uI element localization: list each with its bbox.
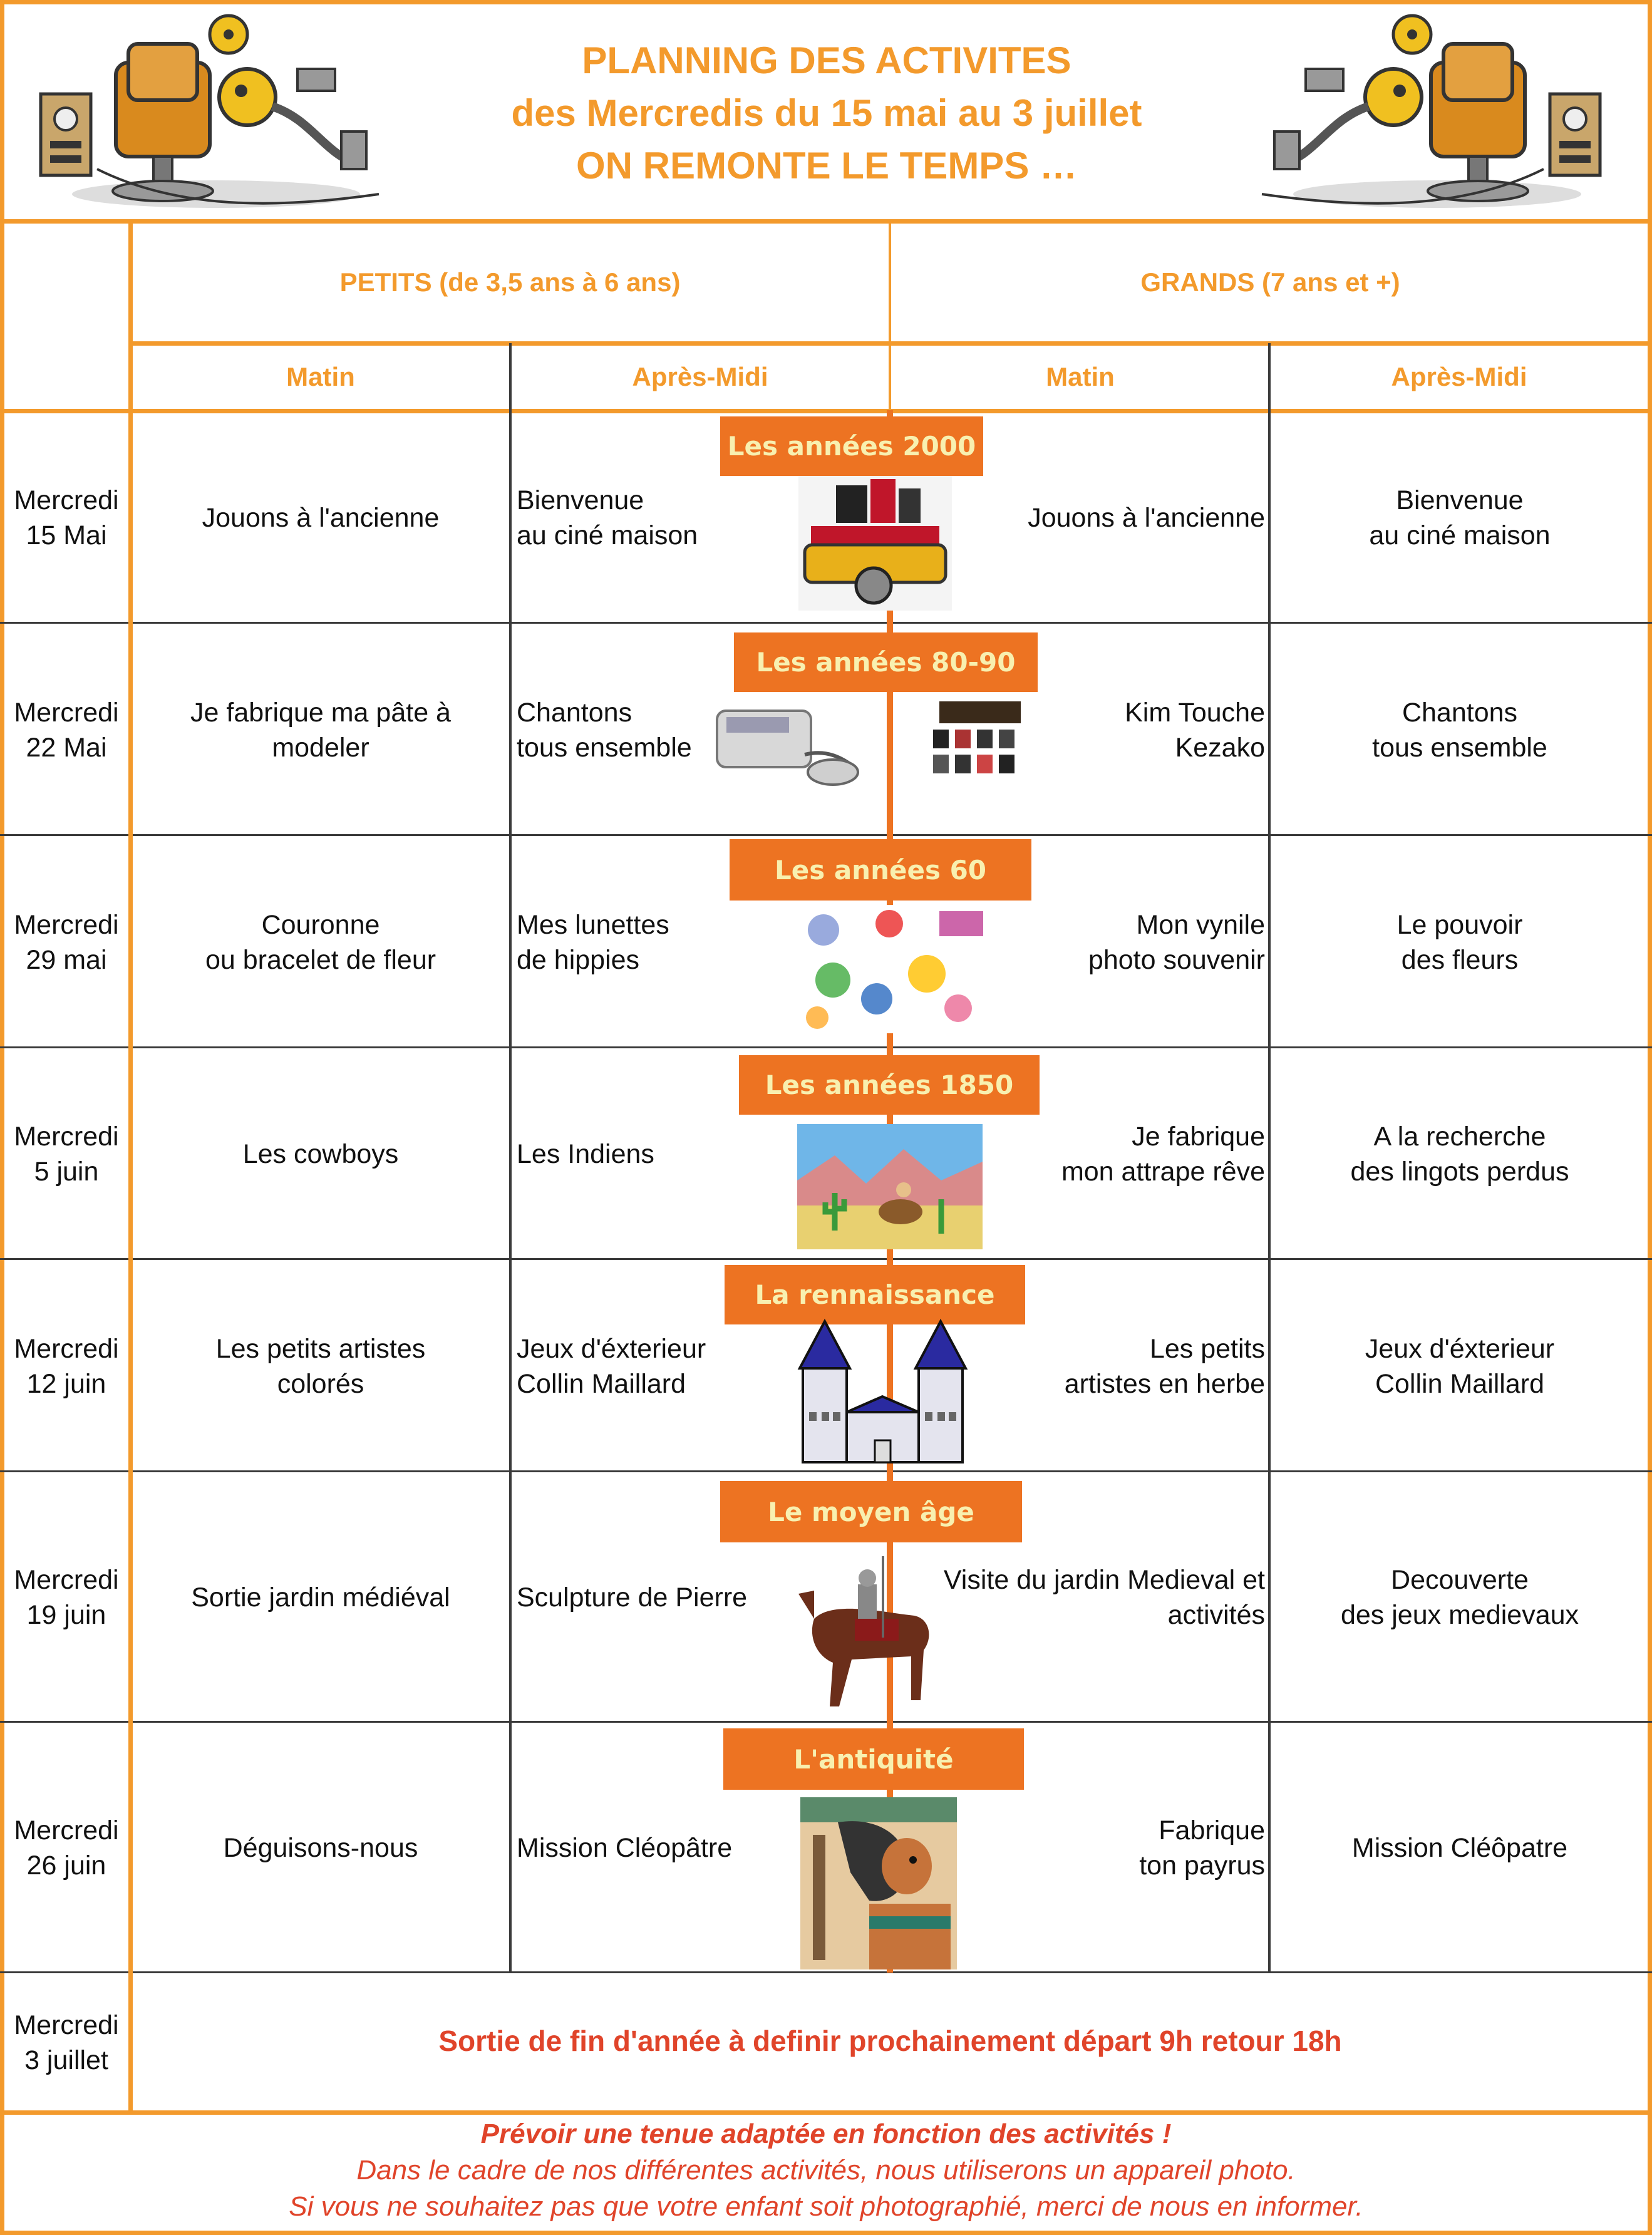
day-label: Mercredi 3 juillet [14,2010,119,2075]
grid-line [0,1470,1652,1472]
day-label: Mercredi 29 mai [14,909,119,975]
grands-apres-midi-activity: Le pouvoir des fleurs [1396,909,1523,975]
grid-line [0,219,1652,224]
footer-note-camera: Dans le cadre de nos différentes activités, nous utiliserons un appareil photo. [356,2155,1296,2186]
years-2000-logo-image [798,476,952,611]
grands-matin-activity: Les petits artistes en herbe [1064,1333,1265,1399]
era-label: La rennaissance [725,1265,1025,1324]
game-console-image [711,692,861,792]
grid-line [0,834,1652,836]
petits-matin-activity: Les petits artistes colorés [215,1333,426,1399]
time-machine-illustration-left [28,6,404,219]
petits-apres-midi-activity: Sculpture de Pierre [517,1582,748,1613]
grands-matin-activity: Jouons à l'ancienne [1028,502,1265,533]
grands-apres-midi-activity: Chantons tous ensemble [1372,697,1547,763]
petits-matin-activity: Jouons à l'ancienne [202,502,440,533]
grands-apres-midi-activity: Jeux d'éxterieur Collin Maillard [1365,1333,1555,1399]
grands-matin-activity: Kim Touche Kezako [1125,697,1265,763]
grands-apres-midi-activity: Bienvenue au ciné maison [1369,485,1551,550]
header-grands: GRANDS (7 ans et +) [1140,267,1400,297]
grid-line [132,341,1652,346]
header-grands-apres-midi: Après-Midi [1391,362,1527,391]
petits-apres-midi-activity: Mes lunettes de hippies [517,909,669,975]
page-title-line-2: des Mercredis du 15 mai au 3 juillet [511,92,1142,134]
final-outing-text: Sortie de fin d'année à definir prochainement départ 9h retour 18h [438,2025,1342,2057]
petits-apres-midi-activity: Chantons tous ensemble [517,697,692,763]
cowboy-desert-image [797,1124,983,1249]
petits-matin-activity: Couronne ou bracelet de fleur [205,909,436,975]
grands-matin-activity: Visite du jardin Medieval et activités [943,1565,1265,1630]
day-label: Mercredi 12 juin [14,1333,119,1399]
day-label: Mercredi 5 juin [14,1122,119,1187]
grid-line [0,409,1652,413]
era-label: Les années 1850 [739,1055,1040,1115]
petits-apres-midi-activity: Mission Cléopâtre [517,1833,733,1863]
grid-line [0,1971,1652,1973]
day-label: Mercredi 15 Mai [14,485,119,550]
grands-apres-midi-activity: Mission Cléôpatre [1351,1833,1568,1863]
time-machine-illustration-right [1249,6,1625,219]
hippie-collage-image [795,905,993,1033]
grands-matin-activity: Mon vynile photo souvenir [1088,909,1265,975]
petits-apres-midi-activity: Jeux d'éxterieur Collin Maillard [517,1333,706,1399]
page-title-line-1: PLANNING DES ACTIVITES [582,39,1071,81]
header-grands-matin: Matin [1046,362,1115,391]
petits-matin-activity: Les cowboys [242,1139,399,1169]
grid-line [0,622,1652,624]
grands-matin-activity: Fabrique ton payrus [1139,1815,1265,1881]
grid-line [0,1258,1652,1260]
petits-apres-midi-activity: Les Indiens [517,1139,654,1169]
castle-image [797,1318,969,1465]
petits-matin-activity: Sortie jardin médiéval [191,1582,450,1613]
petits-matin-activity: Déguisons-nous [223,1833,418,1863]
atari-console-image [927,695,1036,777]
egyptian-painting-image [800,1797,957,1969]
era-label: Les années 80-90 [734,632,1038,692]
grid-line [0,1046,1652,1048]
era-label: Le moyen âge [720,1481,1022,1542]
header-petits-matin: Matin [286,362,355,391]
page-title-line-3: ON REMONTE LE TEMPS … [576,145,1078,187]
day-label: Mercredi 22 Mai [14,697,119,763]
grands-matin-activity: Je fabrique mon attrape rêve [1061,1122,1265,1187]
petits-matin-activity: Je fabrique ma pâte à modeler [190,697,451,763]
era-label: L'antiquité [723,1728,1024,1790]
grid-line [1268,343,1271,1971]
petits-apres-midi-activity: Bienvenue au ciné maison [517,485,698,550]
header-petits: PETITS (de 3,5 ans à 6 ans) [339,267,681,297]
footer-note-consent: Si vous ne souhaitez pas que votre enfant soit photographié, merci de nous en informer. [289,2191,1363,2222]
grands-apres-midi-activity: Decouverte des jeux medievaux [1340,1565,1579,1630]
era-label: Les années 60 [730,839,1031,901]
footer-note-bold: Prévoir une tenue adaptée en fonction des activités ! [480,2119,1172,2149]
knight-on-horse-image [795,1556,949,1713]
era-label: Les années 2000 [720,416,983,476]
grands-apres-midi-activity: A la recherche des lingots perdus [1350,1122,1569,1187]
grid-line [0,1721,1652,1723]
grid-line [0,2110,1652,2115]
grid-line [889,221,891,409]
day-label: Mercredi 26 juin [14,1815,119,1881]
day-label: Mercredi 19 juin [14,1565,119,1630]
grid-line [128,221,133,2112]
header-petits-apres-midi: Après-Midi [632,362,768,391]
grid-line [509,343,512,1971]
